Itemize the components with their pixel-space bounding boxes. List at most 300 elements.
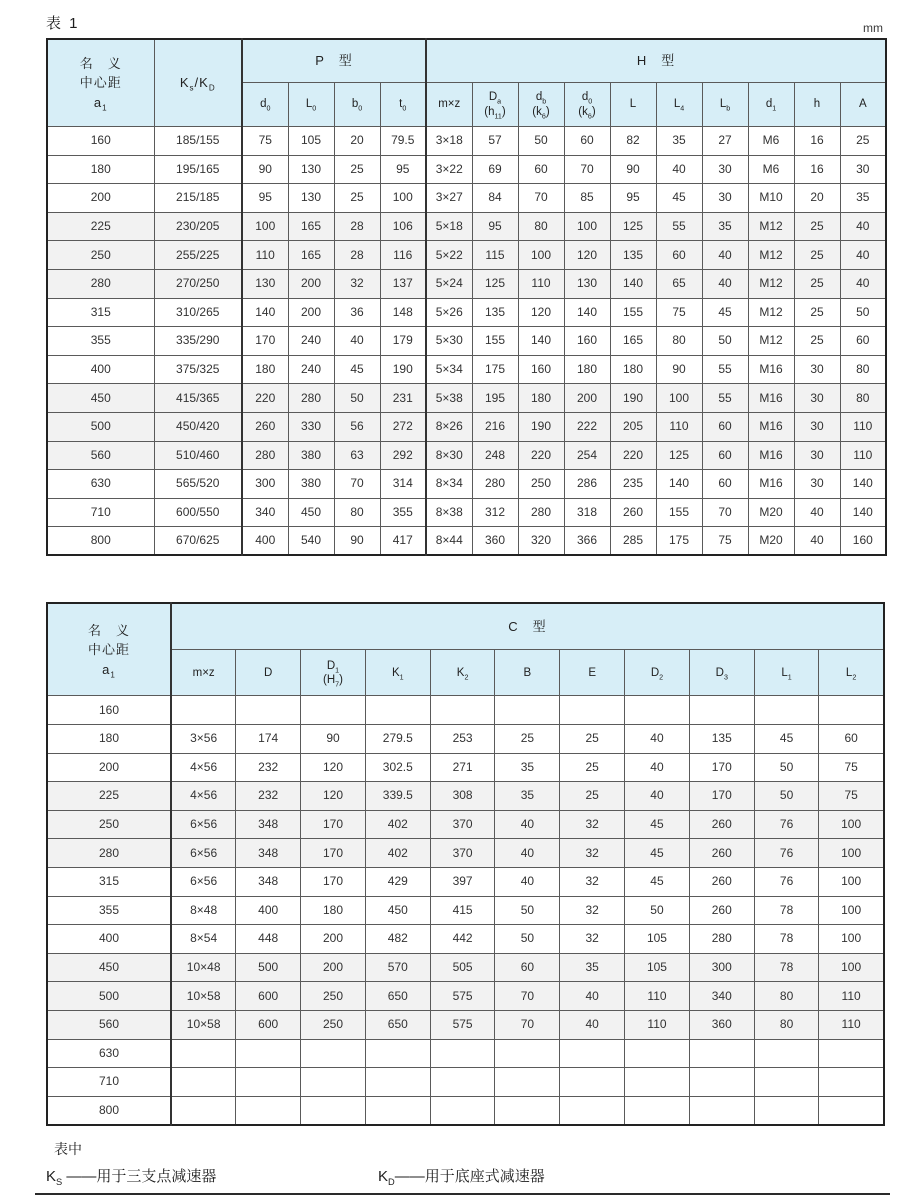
table-row — [47, 696, 884, 725]
table1-value-cell: 155 — [472, 327, 518, 356]
table1-value-cell: 285 — [610, 527, 656, 556]
table1-value-cell: 170 — [242, 327, 288, 356]
table2-value-cell: 50 — [495, 896, 560, 925]
table1-value-cell: 32 — [334, 269, 380, 298]
table1-center-distance-cell: 250 — [47, 241, 154, 270]
table1-value-cell: 670/625 — [154, 527, 242, 556]
table1-value-cell: M12 — [748, 298, 794, 327]
footnotes — [46, 1139, 906, 1186]
table2-value-cell: 35 — [560, 953, 625, 982]
table1-value-cell: 36 — [334, 298, 380, 327]
table2-value-cell — [560, 696, 625, 725]
table1-center-distance-cell: 160 — [47, 127, 154, 156]
table1-value-cell: M12 — [748, 241, 794, 270]
table2-value-cell: 110 — [625, 1010, 690, 1039]
table1-value-cell: 320 — [518, 527, 564, 556]
table2-value-cell: 10×48 — [171, 953, 236, 982]
table2-value-cell: 80 — [754, 1010, 819, 1039]
table1-value-cell: 300 — [242, 470, 288, 499]
table1-value-cell: 220 — [242, 384, 288, 413]
table1-value-cell: 130 — [564, 269, 610, 298]
table-row — [47, 327, 886, 356]
table1-value-cell: 55 — [702, 355, 748, 384]
table2-value-cell: 271 — [430, 753, 495, 782]
table2-value-cell: 300 — [689, 953, 754, 982]
table1-value-cell: 60 — [840, 327, 886, 356]
table1-title: 表 1 — [46, 15, 80, 32]
table1-value-cell: 85 — [564, 184, 610, 213]
table1-center-distance-cell: 315 — [47, 298, 154, 327]
table1-value-cell: 380 — [288, 470, 334, 499]
table1-value-cell: 220 — [518, 441, 564, 470]
table2-value-cell — [625, 1096, 690, 1125]
table2-value-cell — [689, 1096, 754, 1125]
table1-value-cell: 45 — [702, 298, 748, 327]
bottom-divider — [35, 1193, 890, 1195]
table1-value-cell: 450 — [288, 498, 334, 527]
table1-column-header: h — [794, 83, 840, 127]
table2-value-cell: 76 — [754, 867, 819, 896]
table1-value-cell: 80 — [334, 498, 380, 527]
table1-value-cell: 180 — [518, 384, 564, 413]
table2-value-cell: 40 — [560, 1010, 625, 1039]
table2-value-cell: 339.5 — [365, 782, 430, 811]
table1-value-cell: 80 — [840, 384, 886, 413]
table2-value-cell — [171, 1068, 236, 1097]
table1-value-cell: 417 — [380, 527, 426, 556]
table1-value-cell: 100 — [242, 212, 288, 241]
table1-column-header: $b_0$ — [334, 83, 380, 127]
table1-value-cell: 125 — [610, 212, 656, 241]
table2-value-cell: 78 — [754, 925, 819, 954]
table1-value-cell: 84 — [472, 184, 518, 213]
table2-value-cell: 600 — [236, 1010, 301, 1039]
table2-value-cell: 40 — [625, 725, 690, 754]
table2-value-cell: 25 — [560, 725, 625, 754]
table2-value-cell: 200 — [301, 953, 366, 982]
table2-column-header: E — [560, 650, 625, 696]
table2-value-cell: 70 — [495, 1010, 560, 1039]
table1-center-distance-cell: 225 — [47, 212, 154, 241]
table1-value-cell: 318 — [564, 498, 610, 527]
table1-value-cell: 366 — [564, 527, 610, 556]
table2-value-cell: 110 — [625, 982, 690, 1011]
table2-value-cell — [301, 1096, 366, 1125]
table1-value-cell: 16 — [794, 127, 840, 156]
table2-value-cell: 40 — [495, 867, 560, 896]
table1-value-cell: 57 — [472, 127, 518, 156]
table1-value-cell: 260 — [610, 498, 656, 527]
table1-value-cell: 140 — [564, 298, 610, 327]
table2-value-cell — [689, 696, 754, 725]
table2-center-distance-cell: 225 — [47, 782, 171, 811]
table1-value-cell: 260 — [242, 412, 288, 441]
table1-value-cell: M12 — [748, 327, 794, 356]
table-row — [47, 241, 886, 270]
table2-value-cell — [236, 1039, 301, 1068]
table1-value-cell: 100 — [656, 384, 702, 413]
table2-value-cell: 105 — [625, 925, 690, 954]
table2-center-distance-cell: 450 — [47, 953, 171, 982]
table1-value-cell: 130 — [288, 155, 334, 184]
table1-value-cell: 314 — [380, 470, 426, 499]
table2-value-cell: 25 — [560, 782, 625, 811]
table1-value-cell: 70 — [564, 155, 610, 184]
table2-center-distance-cell: 400 — [47, 925, 171, 954]
table1-value-cell: 28 — [334, 212, 380, 241]
table2-value-cell — [819, 1096, 884, 1125]
table1-value-cell: 116 — [380, 241, 426, 270]
table1-value-cell: 190 — [518, 412, 564, 441]
table1-value-cell: 216 — [472, 412, 518, 441]
table2-value-cell — [625, 696, 690, 725]
table-row — [47, 269, 886, 298]
table1-value-cell: 60 — [702, 441, 748, 470]
table2-value-cell: 174 — [236, 725, 301, 754]
table1-value-cell: 35 — [656, 127, 702, 156]
table1-center-distance-cell: 450 — [47, 384, 154, 413]
table2-value-cell: 253 — [430, 725, 495, 754]
table2-group-header-row — [47, 603, 884, 650]
table1-value-cell: 25 — [840, 127, 886, 156]
table2-value-cell: 232 — [236, 782, 301, 811]
table2-value-cell: 575 — [430, 1010, 495, 1039]
table2-value-cell: 250 — [301, 1010, 366, 1039]
table2-value-cell — [301, 1068, 366, 1097]
table1-center-distance-cell: 800 — [47, 527, 154, 556]
table2-value-cell: 170 — [689, 753, 754, 782]
table1-column-header: $d_1$ — [748, 83, 794, 127]
table2-center-distance-cell: 280 — [47, 839, 171, 868]
table1-value-cell: 30 — [702, 155, 748, 184]
table2-value-cell: 570 — [365, 953, 430, 982]
table2-value-cell: 6×56 — [171, 810, 236, 839]
table1-value-cell: 70 — [518, 184, 564, 213]
table2-subheader-row — [47, 650, 884, 696]
table2-value-cell: 32 — [560, 896, 625, 925]
table2-value-cell: 170 — [301, 839, 366, 868]
table1-value-cell: 250 — [518, 470, 564, 499]
table-row — [47, 896, 884, 925]
table2-value-cell: 650 — [365, 1010, 430, 1039]
table1-value-cell: 35 — [702, 212, 748, 241]
table2-value-cell — [560, 1068, 625, 1097]
table2-value-cell: 32 — [560, 867, 625, 896]
table-row — [47, 412, 886, 441]
table1-value-cell: 30 — [794, 412, 840, 441]
table1-value-cell: 40 — [794, 498, 840, 527]
table1-value-cell: 90 — [334, 527, 380, 556]
table1-value-cell: 155 — [656, 498, 702, 527]
table1-value-cell: 100 — [380, 184, 426, 213]
table2-value-cell: 200 — [301, 925, 366, 954]
table2-value-cell — [495, 696, 560, 725]
table1-value-cell: 540 — [288, 527, 334, 556]
table2-value-cell: 402 — [365, 839, 430, 868]
table2-value-cell — [430, 1039, 495, 1068]
table1-value-cell: M16 — [748, 441, 794, 470]
table2-value-cell: 100 — [819, 925, 884, 954]
table1-value-cell: 30 — [794, 470, 840, 499]
table-row — [47, 1068, 884, 1097]
table2-value-cell: 32 — [560, 810, 625, 839]
table2-value-cell: 397 — [430, 867, 495, 896]
table2-group-c: C 型 — [171, 603, 884, 650]
table1-value-cell: 200 — [288, 269, 334, 298]
table1-value-cell: 65 — [656, 269, 702, 298]
table1-value-cell: 8×38 — [426, 498, 472, 527]
table2-value-cell: 170 — [301, 867, 366, 896]
table2-value-cell: 32 — [560, 925, 625, 954]
table1-value-cell: 55 — [656, 212, 702, 241]
table1-value-cell: 240 — [288, 327, 334, 356]
table1-value-cell: 16 — [794, 155, 840, 184]
table2-value-cell: 100 — [819, 867, 884, 896]
table2-value-cell: 40 — [625, 782, 690, 811]
table2-column-header: $D_3$ — [689, 650, 754, 696]
table1-value-cell: 280 — [242, 441, 288, 470]
table2-value-cell — [754, 1039, 819, 1068]
table2-value-cell: 75 — [819, 753, 884, 782]
table1-value-cell: 75 — [656, 298, 702, 327]
table2-value-cell — [301, 1039, 366, 1068]
table1-value-cell: M12 — [748, 212, 794, 241]
table2-value-cell: 360 — [689, 1010, 754, 1039]
table1-body — [47, 127, 886, 556]
table1-value-cell: 60 — [656, 241, 702, 270]
table1-value-cell: 3×27 — [426, 184, 472, 213]
table1-value-cell: 110 — [840, 441, 886, 470]
table1-column-header: L — [610, 83, 656, 127]
table1-value-cell: 79.5 — [380, 127, 426, 156]
table2-value-cell: 8×48 — [171, 896, 236, 925]
table-row — [47, 1039, 884, 1068]
table2-value-cell: 260 — [689, 896, 754, 925]
table1-value-cell: 380 — [288, 441, 334, 470]
table1-value-cell: 8×44 — [426, 527, 472, 556]
table2-value-cell: 45 — [754, 725, 819, 754]
table2-value-cell: 10×58 — [171, 982, 236, 1011]
table1-value-cell: 40 — [656, 155, 702, 184]
table2-value-cell: 40 — [625, 753, 690, 782]
table1-column-header: $d_0$ $(k_6)$ — [564, 83, 610, 127]
table1-value-cell: 190 — [610, 384, 656, 413]
table2-value-cell: 180 — [301, 896, 366, 925]
table1-value-cell: 50 — [518, 127, 564, 156]
table1-value-cell: 179 — [380, 327, 426, 356]
table1-value-cell: 75 — [242, 127, 288, 156]
footnote-kd: $K_D——$用于底座式减速器 — [378, 1167, 545, 1187]
table1-value-cell: 30 — [794, 355, 840, 384]
table2-column-header: $L_2$ — [819, 650, 884, 696]
table1-value-cell: 60 — [702, 470, 748, 499]
table1-value-cell: 180 — [610, 355, 656, 384]
table1-value-cell: 106 — [380, 212, 426, 241]
table-row — [47, 155, 886, 184]
table2-center-distance-cell: 250 — [47, 810, 171, 839]
table2-value-cell: 260 — [689, 839, 754, 868]
table2-center-distance-cell: 630 — [47, 1039, 171, 1068]
table1-value-cell: 120 — [518, 298, 564, 327]
table1-value-cell: M12 — [748, 269, 794, 298]
table1-value-cell: 80 — [840, 355, 886, 384]
table1-value-cell: 165 — [288, 241, 334, 270]
table1-value-cell: 28 — [334, 241, 380, 270]
table1-value-cell: 30 — [840, 155, 886, 184]
table1-value-cell: 125 — [656, 441, 702, 470]
table1-kskd-header: $K_s/K_D$ — [154, 39, 242, 127]
table2-value-cell: 302.5 — [365, 753, 430, 782]
table2-value-cell — [495, 1068, 560, 1097]
table2-value-cell — [236, 1068, 301, 1097]
table1-value-cell: 220 — [610, 441, 656, 470]
table2-value-cell: 279.5 — [365, 725, 430, 754]
table2-value-cell — [819, 696, 884, 725]
table1-value-cell: 140 — [242, 298, 288, 327]
table2-value-cell — [236, 1096, 301, 1125]
table1-value-cell: 135 — [472, 298, 518, 327]
table1-value-cell: 200 — [564, 384, 610, 413]
table2-column-header: $L_1$ — [754, 650, 819, 696]
table2-value-cell — [236, 696, 301, 725]
table2-column-header: D — [236, 650, 301, 696]
table1-value-cell: 25 — [334, 184, 380, 213]
table2-value-cell — [560, 1039, 625, 1068]
table1-value-cell: M16 — [748, 384, 794, 413]
table2-center-distance-cell: 180 — [47, 725, 171, 754]
table2-value-cell — [625, 1068, 690, 1097]
table2-value-cell: 442 — [430, 925, 495, 954]
table1-value-cell: 222 — [564, 412, 610, 441]
table-row — [47, 782, 884, 811]
table2-value-cell: 90 — [301, 725, 366, 754]
footnote-ks: $K_S$ ——用于三支点减速器 — [46, 1167, 217, 1187]
table-row — [47, 925, 884, 954]
table1-value-cell: 125 — [472, 269, 518, 298]
table2-column-header: $D_2$ — [625, 650, 690, 696]
table1-value-cell: 115 — [472, 241, 518, 270]
table1-value-cell: 600/550 — [154, 498, 242, 527]
dimension-table-p-h — [46, 38, 887, 556]
table1-value-cell: 180 — [564, 355, 610, 384]
table1-value-cell: 82 — [610, 127, 656, 156]
table2-center-distance-cell: 355 — [47, 896, 171, 925]
table1-value-cell: 50 — [334, 384, 380, 413]
table2-value-cell — [689, 1068, 754, 1097]
table1-value-cell: 3×18 — [426, 127, 472, 156]
table-row — [47, 470, 886, 499]
table1-value-cell: 240 — [288, 355, 334, 384]
table2-value-cell: 260 — [689, 810, 754, 839]
table2-center-distance-cell: 160 — [47, 696, 171, 725]
table1-value-cell: 3×22 — [426, 155, 472, 184]
table1-value-cell: 215/185 — [154, 184, 242, 213]
table2-value-cell: 650 — [365, 982, 430, 1011]
table1-value-cell: 286 — [564, 470, 610, 499]
table1-value-cell: 140 — [840, 498, 886, 527]
table1-column-header: $L_b$ — [702, 83, 748, 127]
table1-value-cell: 95 — [242, 184, 288, 213]
table1-value-cell: 20 — [334, 127, 380, 156]
footnote-row — [46, 1165, 906, 1186]
table2-value-cell: 80 — [754, 982, 819, 1011]
table1-value-cell: M16 — [748, 355, 794, 384]
table1-value-cell: 310/265 — [154, 298, 242, 327]
table1-value-cell: 270/250 — [154, 269, 242, 298]
table1-value-cell: 235 — [610, 470, 656, 499]
table1-value-cell: 137 — [380, 269, 426, 298]
table1-value-cell: 175 — [472, 355, 518, 384]
table2-value-cell: 348 — [236, 810, 301, 839]
table1-value-cell: 190 — [380, 355, 426, 384]
table1-value-cell: 25 — [794, 327, 840, 356]
table-row — [47, 725, 884, 754]
table1-group-p: P 型 — [242, 39, 426, 83]
table2-value-cell: 35 — [495, 782, 560, 811]
table1-value-cell: 95 — [610, 184, 656, 213]
table2-value-cell: 50 — [625, 896, 690, 925]
table1-column-header: m×z — [426, 83, 472, 127]
table1-value-cell: 140 — [518, 327, 564, 356]
table-row — [47, 384, 886, 413]
table-row — [47, 839, 884, 868]
table1-value-cell: 255/225 — [154, 241, 242, 270]
table1-center-distance-cell: 280 — [47, 269, 154, 298]
table-row — [47, 498, 886, 527]
table1-value-cell: 231 — [380, 384, 426, 413]
table1-center-distance-cell: 180 — [47, 155, 154, 184]
table1-value-cell: 35 — [840, 184, 886, 213]
table1-header-bar — [46, 12, 883, 33]
table1-value-cell: 280 — [518, 498, 564, 527]
table1-value-cell: 312 — [472, 498, 518, 527]
table2-value-cell: 4×56 — [171, 782, 236, 811]
table2-value-cell: 8×54 — [171, 925, 236, 954]
table1-value-cell: 5×30 — [426, 327, 472, 356]
table1-center-distance-cell: 500 — [47, 412, 154, 441]
table1-value-cell: 5×38 — [426, 384, 472, 413]
table1-value-cell: 330 — [288, 412, 334, 441]
table1-value-cell: 30 — [794, 384, 840, 413]
table1-center-distance-cell: 710 — [47, 498, 154, 527]
table2-value-cell: 500 — [236, 953, 301, 982]
table2-value-cell: 429 — [365, 867, 430, 896]
table1-value-cell: 140 — [610, 269, 656, 298]
table1-value-cell: 185/155 — [154, 127, 242, 156]
table2-value-cell: 135 — [689, 725, 754, 754]
table1-value-cell: 8×34 — [426, 470, 472, 499]
table1-group-header-row — [47, 39, 886, 83]
table2-center-distance-cell: 560 — [47, 1010, 171, 1039]
table1-value-cell: 45 — [656, 184, 702, 213]
table1-value-cell: 25 — [794, 298, 840, 327]
table1-value-cell: 70 — [702, 498, 748, 527]
table1-value-cell: 5×22 — [426, 241, 472, 270]
table2-column-header: m×z — [171, 650, 236, 696]
table1-value-cell: 565/520 — [154, 470, 242, 499]
table2-value-cell — [689, 1039, 754, 1068]
table1-value-cell: 360 — [472, 527, 518, 556]
table1-center-distance-cell: 400 — [47, 355, 154, 384]
table1-value-cell: 155 — [610, 298, 656, 327]
table1-column-header: $d_0$ — [242, 83, 288, 127]
table2-value-cell — [171, 1096, 236, 1125]
table1-group-h: H 型 — [426, 39, 886, 83]
table-row — [47, 298, 886, 327]
table2-value-cell: 45 — [625, 810, 690, 839]
table2-value-cell: 10×58 — [171, 1010, 236, 1039]
table2-value-cell: 100 — [819, 839, 884, 868]
